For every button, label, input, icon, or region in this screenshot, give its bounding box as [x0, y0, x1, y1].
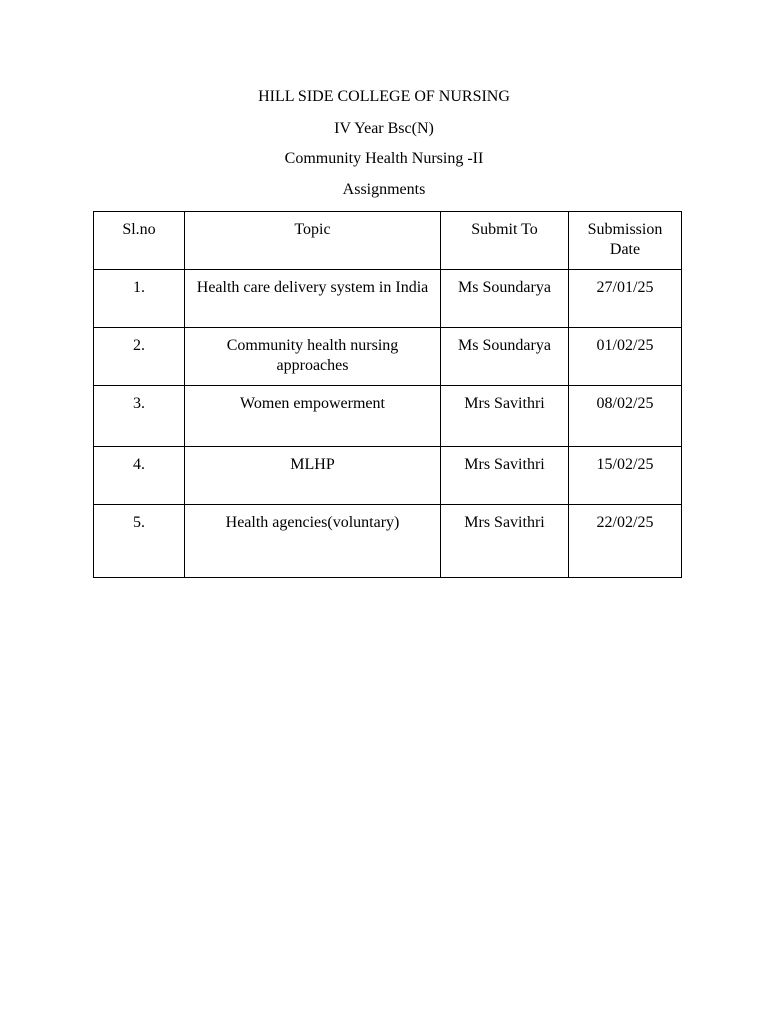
cell-topic: Health care delivery system in India — [185, 270, 441, 328]
cell-topic: Women empowerment — [185, 386, 441, 447]
cell-topic: MLHP — [185, 447, 441, 505]
cell-submit-to: Mrs Savithri — [441, 386, 569, 447]
cell-submit-to: Ms Soundarya — [441, 328, 569, 386]
table-row — [94, 328, 682, 386]
header-topic: Topic — [185, 212, 441, 270]
cell-date: 08/02/25 — [569, 386, 682, 447]
header-slno: Sl.no — [94, 212, 185, 270]
cell-date: 27/01/25 — [569, 270, 682, 328]
cell-slno: 4. — [94, 447, 185, 505]
header-submit-to: Submit To — [441, 212, 569, 270]
cell-topic: Health agencies(voluntary) — [185, 505, 441, 578]
cell-date: 22/02/25 — [569, 505, 682, 578]
year-subtitle: IV Year Bsc(N) — [334, 120, 434, 137]
cell-submit-to: Mrs Savithri — [441, 447, 569, 505]
subject-subtitle: Community Health Nursing -II — [284, 150, 484, 167]
assignments-table — [93, 211, 682, 578]
cell-slno: 3. — [94, 386, 185, 447]
section-title: Assignments — [342, 181, 426, 198]
cell-slno: 2. — [94, 328, 185, 386]
cell-slno: 5. — [94, 505, 185, 578]
cell-date: 15/02/25 — [569, 447, 682, 505]
cell-date: 01/02/25 — [569, 328, 682, 386]
table-row — [94, 270, 682, 328]
cell-topic: Community health nursing approaches — [185, 328, 441, 386]
cell-slno: 1. — [94, 270, 185, 328]
table-row — [94, 505, 682, 578]
cell-submit-to: Mrs Savithri — [441, 505, 569, 578]
table-row — [94, 386, 682, 447]
table-row — [94, 447, 682, 505]
cell-submit-to: Ms Soundarya — [441, 270, 569, 328]
institution-title: HILL SIDE COLLEGE OF NURSING — [258, 88, 510, 105]
table-header-row — [94, 212, 682, 270]
header-submission-date: Submission Date — [569, 212, 682, 270]
